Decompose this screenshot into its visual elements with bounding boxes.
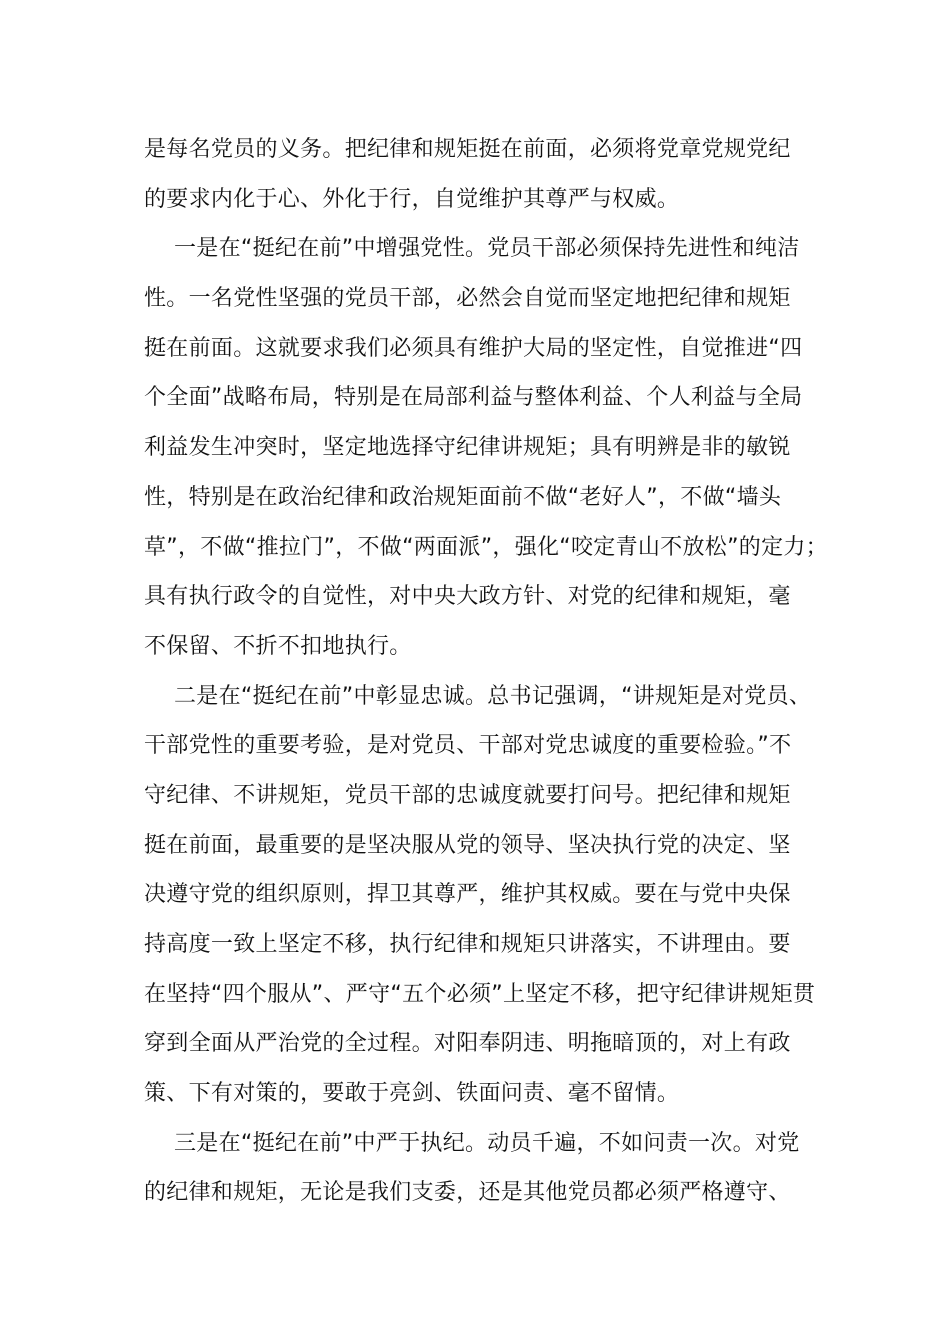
text-line: 策、下有对策的，要敢于亮剑、铁面问责、毫不留情。 [144, 1081, 680, 1107]
text-line: 草”，不做“推拉门”，不做“两面派”，强化“咬定青山不放松”的定力； [144, 534, 828, 560]
text-line: 决遵守党的组织原则，捍卫其尊严，维护其权威。要在与党中央保 [144, 882, 791, 908]
text-line: 挺在前面，最重要的是坚决服从党的领导、坚决执行党的决定、坚 [144, 832, 791, 858]
text-line: 守纪律、不讲规矩，党员干部的忠诚度就要打问号。把纪律和规矩 [144, 782, 791, 808]
text-line: 的纪律和规矩，无论是我们支委，还是其他党员都必须严格遵守、 [144, 1180, 791, 1206]
body-text [144, 125, 828, 1218]
text-line: 性。一名党性坚强的党员干部，必然会自觉而坚定地把纪律和规矩 [144, 286, 791, 312]
paragraph-heading-line: 二是在“挺纪在前”中彰显忠诚。总书记强调，“讲规矩是对党员、 [174, 683, 812, 709]
paragraph-heading-line: 一是在“挺纪在前”中增强党性。党员干部必须保持先进性和纯洁 [174, 236, 800, 262]
text-line: 个全面”战略布局，特别是在局部利益与整体利益、个人利益与全局 [144, 385, 803, 411]
text-line: 不保留、不折不扣地执行。 [144, 633, 412, 659]
text-line: 穿到全面从严治党的全过程。对阳奉阴违、明拖暗顶的，对上有政 [144, 1031, 791, 1057]
text-line: 性，特别是在政治纪律和政治规矩面前不做“老好人”，不做“墙头 [144, 484, 782, 510]
text-line: 的要求内化于心、外化于行，自觉维护其尊严与权威。 [144, 186, 680, 212]
text-line: 利益发生冲突时，坚定地选择守纪律讲规矩；具有明辨是非的敏锐 [144, 435, 791, 461]
text-line: 具有执行政令的自觉性，对中央大政方针、对党的纪律和规矩，毫 [144, 584, 791, 610]
text-line: 是每名党员的义务。把纪律和规矩挺在前面，必须将党章党规党纪 [144, 137, 791, 162]
paragraph-heading-line: 三是在“挺纪在前”中严于执纪。动员千遍，不如问责一次。对党 [174, 1130, 800, 1156]
text-line: 在坚持“四个服从”、严守“五个必须”上坚定不移，把守纪律讲规矩贯 [144, 981, 816, 1007]
text-line: 挺在前面。这就要求我们必须具有维护大局的坚定性，自觉推进“四 [144, 335, 803, 361]
text-line: 持高度一致上坚定不移，执行纪律和规矩只讲落实，不讲理由。要 [144, 932, 791, 957]
text-line: 干部党性的重要考验，是对党员、干部对党忠诚度的重要检验。”不 [144, 733, 792, 759]
